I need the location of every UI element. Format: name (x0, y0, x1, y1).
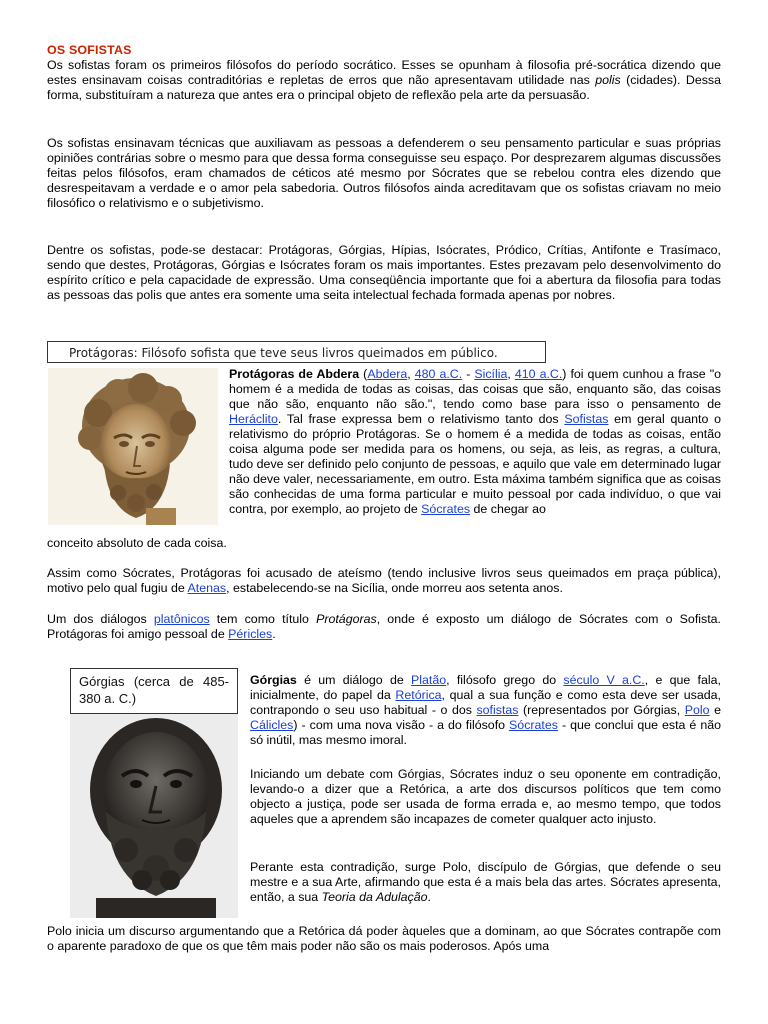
section-title: OS SOFISTAS (47, 43, 132, 57)
link-seculo-v[interactable]: século V a.C. (563, 673, 645, 687)
text-italic: Protágoras (316, 612, 377, 626)
paragraph-dialogos (47, 612, 721, 642)
protagoras-bust-image (48, 368, 218, 525)
link-sicilia[interactable]: Sicília (474, 367, 508, 381)
link-socrates[interactable]: Sócrates (421, 502, 471, 516)
link-platonicos[interactable]: platônicos (153, 612, 210, 626)
text: (representados por Górgias, (518, 703, 685, 717)
link-sofistas[interactable]: Sofistas (564, 412, 609, 426)
link-sofistas-2[interactable]: sofistas (476, 703, 519, 717)
text-italic: Teoria da Adulação (321, 890, 428, 904)
text-italic: polis (595, 73, 621, 87)
text: ) - com uma nova visão - a do filósofo (293, 718, 510, 732)
text: , qual a sua função e como esta deve ser usada, contrapondo o seu uso habitual - o dos (250, 688, 721, 717)
gorgias-name: Górgias (250, 673, 297, 687)
text: , e que fala, inicialmente, do papel da (250, 673, 721, 702)
protagoras-paragraph (229, 367, 721, 517)
text: ( (359, 367, 368, 381)
link-heraclito[interactable]: Heráclito (229, 412, 278, 426)
text: - que conclui que esta é não só inútil, mas mesmo imoral. (250, 718, 722, 747)
text: Perante esta contradição, surge Polo, discípulo de Górgias, que defende o seu mestre e a sua Arte, afirmando que esta é a mais bela das artes. Sócrates apresenta, então, a sua (250, 860, 721, 904)
link-polo[interactable]: Polo (684, 703, 710, 717)
link-calicles[interactable]: Cálicles (250, 718, 294, 732)
link-platao[interactable]: Platão (411, 673, 447, 687)
text: Um dos diálogos (47, 612, 154, 626)
text: . (427, 890, 431, 904)
paragraph-techniques: Os sofistas ensinavam técnicas que auxiliavam as pessoas a defenderem o seu pensamento particular e suas próprias opiniões contrárias sobre o mesmo para que dessa forma conseguisse seu espaço. Por desprezarem algumas discussões feitas pelos filósofos, eram chamados de céticos até mesmo por Sócrates que se rebelou contra eles dizendo que desrespeitavam a verdade e o amor pela sabedoria. Outros filósofos ainda acreditavam que os sofistas criavam no meio filosófico o relativismo e o subjetivismo. (47, 136, 721, 210)
paragraph-sofistas-list: Dentre os sofistas, pode-se destacar: Protágoras, Górgias, Hípias, Isócrates, Pródico, Crítias, Antifonte e Trasímaco, sendo que destes, Protágoras, Górgias e Isócrates foram os mais importantes. Estes prezavam pelo desenvolvimento do espírito crítico e pela capacidade de expressão. Uma conseqüência importante que foi a abertura da filosofia para todas as pessoas das polis que antes era somente uma seita intelectual fechada formada apenas por nobres. (47, 243, 721, 302)
text: , (507, 367, 515, 381)
link-480-ac[interactable]: 480 a.C. (414, 367, 463, 381)
link-410-ac[interactable]: 410 a.C. (514, 367, 563, 381)
gorgias-caption: Górgias (cerca de 485-380 a. C.) (70, 668, 238, 714)
text: e (709, 703, 721, 717)
gorgias-bust-image (70, 700, 238, 918)
text: de chegar ao (470, 502, 546, 516)
link-abdera[interactable]: Abdera (367, 367, 408, 381)
link-socrates-2[interactable]: Sócrates (509, 718, 558, 732)
protagoras-paragraph-end: conceito absoluto de cada coisa. (47, 536, 227, 550)
text: , filósofo grego do (446, 673, 564, 687)
gorgias-paragraph (250, 673, 721, 748)
paragraph-debate: Iniciando um debate com Górgias, Sócrates induz o seu oponente em contradição, levando-o a dizer que a Retórica, a arte dos discursos políticos que tem como objecto a justiça, pode ser usada de forma errada e, ao mesmo tempo, que todos aqueles que a aprendem são incapazes de cometer qualquer acto injusto. (250, 767, 721, 826)
text: Assim como Sócrates, Protágoras foi acusado de ateísmo (tendo inclusive livros seus queimados em praça pública), motivo pelo qual fugiu de (47, 566, 721, 595)
text: (cidades). Dessa forma, substituíram a natureza que antes era o principal objeto de reflexão pela arte da persuasão. (47, 73, 721, 102)
text: , onde é exposto um diálogo de Sócrates com o Sofista. Protágoras foi amigo pessoal de (47, 612, 721, 641)
protagoras-caption: Protágoras: Filósofo sofista que teve seus livros queimados em público. (47, 341, 546, 363)
protagoras-name: Protágoras de Abdera (229, 367, 360, 381)
text: tem como título (209, 612, 317, 626)
text: - (462, 367, 475, 381)
paragraph-intro (47, 58, 721, 103)
text: é um diálogo de (296, 673, 412, 687)
paragraph-ateismo (47, 566, 721, 596)
link-pericles[interactable]: Péricles (228, 627, 273, 641)
text: , estabelecendo-se na Sicília, onde morreu aos setenta anos. (226, 581, 563, 595)
link-retorica[interactable]: Retórica (395, 688, 442, 702)
link-atenas[interactable]: Atenas (187, 581, 227, 595)
paragraph-polo (250, 860, 721, 905)
text: ) foi quem cunhou a frase "o homem é a medida de todas as coisas, das coisas que são, enquanto são, das coisas que não são, enquanto não são.", tendo como base para isso o pensamento de (229, 367, 721, 411)
text: . Tal frase expressa bem o relativismo tanto dos (277, 412, 565, 426)
text: . (272, 627, 276, 641)
text: Os sofistas foram os primeiros filósofos do período socrático. Esses se opunham à filosofia pré-socrática dizendo que estes ensinavam coisas contraditórias e repletas de erros que não apresentavam utilidade nas (47, 58, 721, 87)
text: , (407, 367, 415, 381)
text: em geral quanto o relativismo do próprio Protágoras. Se o homem é a medida de todas as coisas, então coisa alguma pode ser medida para os homens, ou seja, as leis, as regras, a cultura, tudo deve ser definido pelo conjunto de pessoas, e aquilo que vale em determinado lugar não deve valer, necessariamente, em outro. Esta máxima também significa que as coisas são conhecidas de uma forma particular e muito pessoal por cada indivíduo, o que vai contra, por exemplo, ao projeto de (229, 412, 722, 516)
paragraph-discurso: Polo inicia um discurso argumentando que a Retórica dá poder àqueles que a dominam, ao que Sócrates contrapõe com o aparente paradoxo de que os que têm mais poder não são os mais poderosos. Após uma (47, 924, 721, 953)
